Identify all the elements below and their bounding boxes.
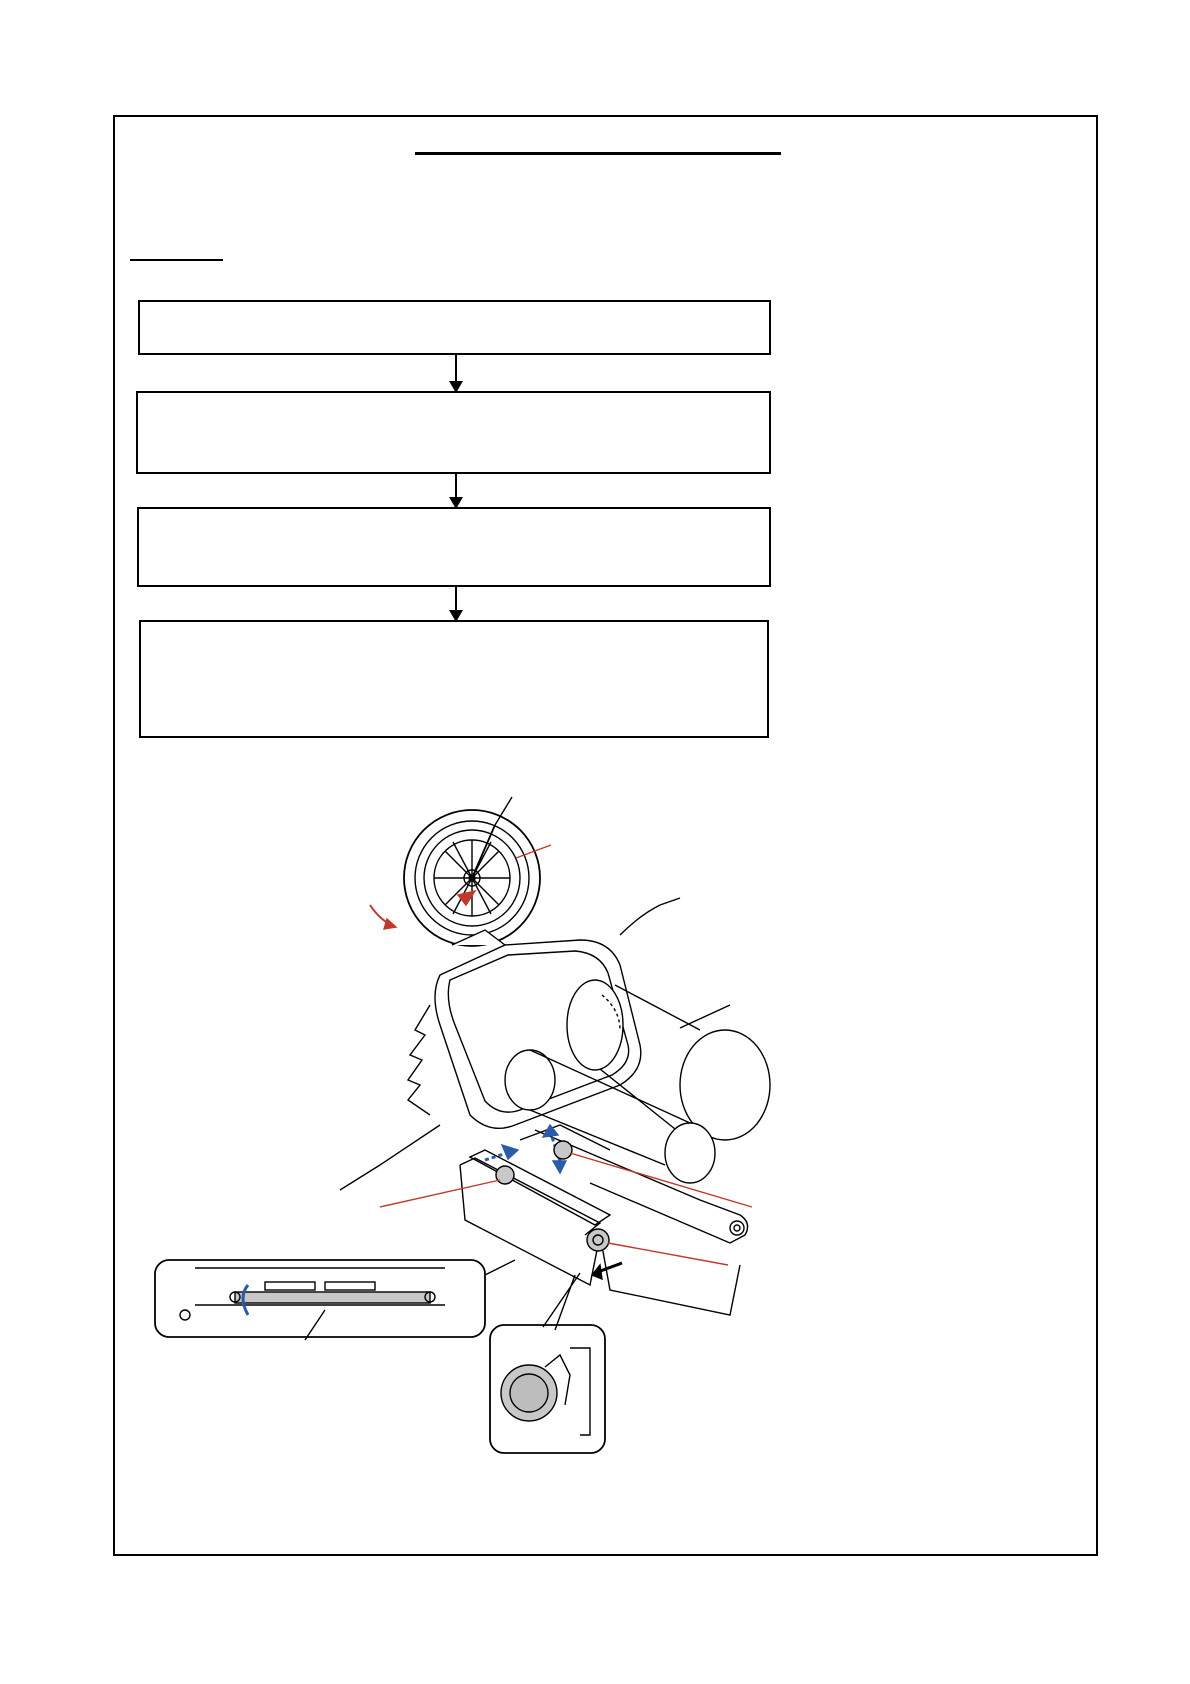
flow-step-3 — [137, 507, 771, 587]
flow-arrow-2 — [455, 474, 457, 507]
mechanism-illustration — [140, 795, 820, 1460]
adjustment-knob-icon — [490, 1273, 605, 1453]
rotation-arrow-icon — [370, 905, 396, 929]
section-heading-underline — [130, 259, 223, 261]
head-zoom-window — [155, 1260, 515, 1340]
flow-step-4 — [139, 620, 769, 738]
flow-arrow-3 — [455, 587, 457, 620]
title-underline — [415, 152, 781, 155]
flow-arrow-1 — [455, 355, 457, 391]
flow-step-2 — [136, 391, 771, 474]
flow-step-1 — [138, 300, 771, 355]
scale-dial-icon — [404, 797, 540, 946]
